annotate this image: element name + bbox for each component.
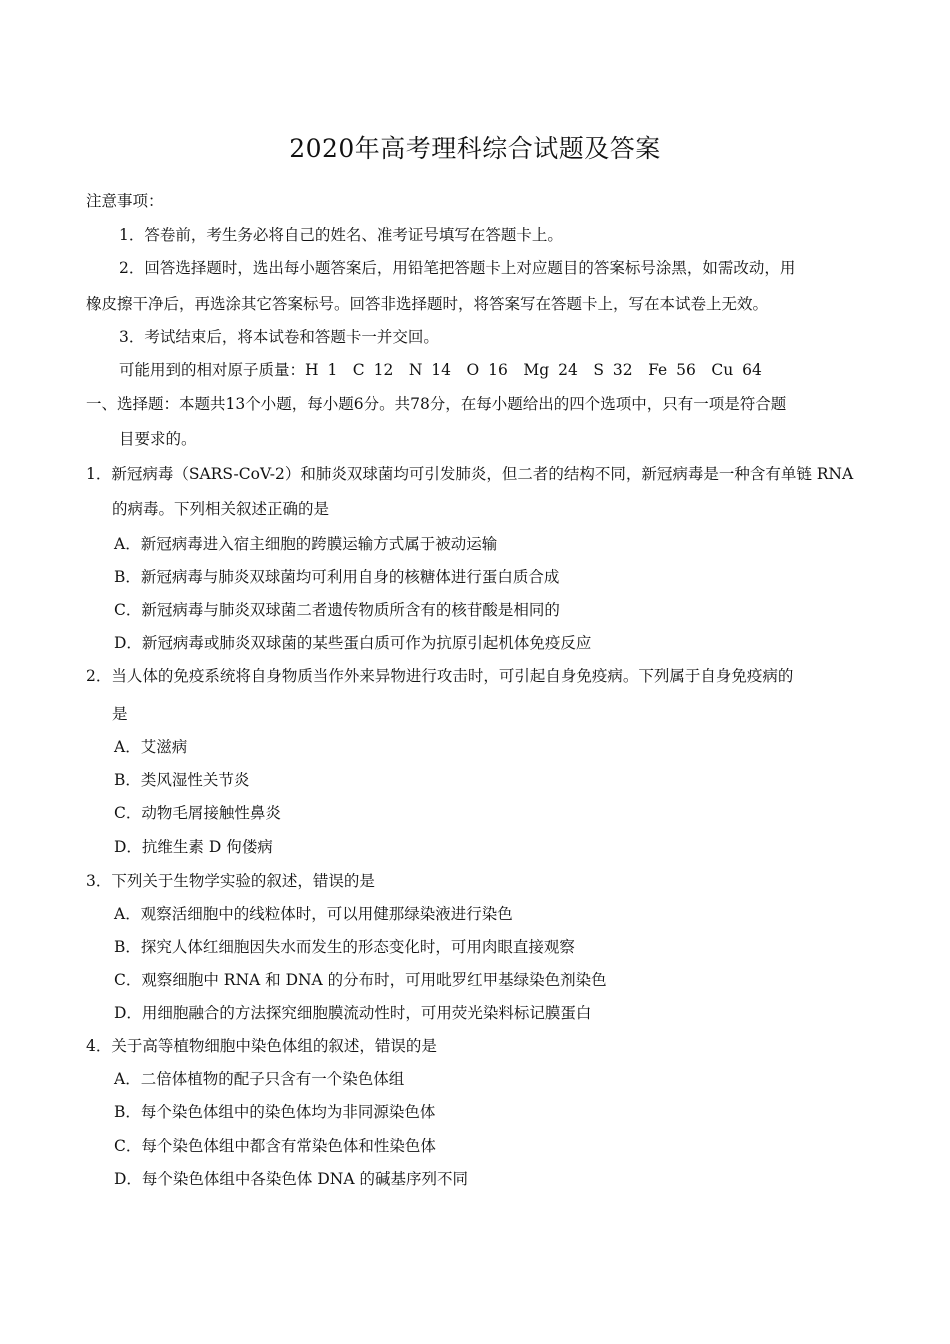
question-3-option-a: A．观察活细胞中的线粒体时，可以用健那绿染液进行染色 (114, 905, 513, 923)
question-3-option-b: B．探究人体红细胞因失水而发生的形态变化时，可用肉眼直接观察 (114, 938, 575, 956)
question-2-stem: 2．当人体的免疫系统将自身物质当作外来异物进行攻击时，可引起自身免疫病。下列属于自身免疫病的 (86, 667, 794, 685)
question-1-stem-cont: 的病毒。下列相关叙述正确的是 (112, 500, 330, 518)
note-item-2-line-2: 橡皮擦干净后，再选涂其它答案标号。回答非选择题时，将答案写在答题卡上，写在本试卷上无效。 (86, 295, 769, 313)
question-3-stem: 3．下列关于生物学实验的叙述，错误的是 (86, 872, 375, 890)
notes-heading: 注意事项： (86, 192, 164, 210)
question-4-option-b: B．每个染色体组中的染色体均为非同源染色体 (114, 1103, 436, 1121)
page-title: 2020年高考理科综合试题及答案 (289, 134, 661, 163)
note-item-3: 3．考试结束后，将本试卷和答题卡一并交回。 (119, 328, 439, 346)
question-4-option-d: D．每个染色体组中各染色体 DNA 的碱基序列不同 (114, 1170, 468, 1188)
note-item-1: 1．答卷前，考生务必将自己的姓名、准考证号填写在答题卡上。 (119, 226, 563, 244)
question-4-stem: 4．关于高等植物细胞中染色体组的叙述，错误的是 (86, 1037, 437, 1055)
question-4-option-c: C．每个染色体组中都含有常染色体和性染色体 (114, 1137, 436, 1155)
question-1-stem: 1．新冠病毒（SARS-CoV-2）和肺炎双球菌均可引发肺炎，但二者的结构不同，新冠病毒是一种含有单链 RNA (86, 465, 854, 483)
question-4-option-a: A．二倍体植物的配子只含有一个染色体组 (114, 1070, 405, 1088)
question-1-option-d: D．新冠病毒或肺炎双球菌的某些蛋白质可作为抗原引起机体免疫反应 (114, 634, 592, 652)
question-2-option-a: A．艾滋病 (114, 738, 188, 756)
question-3-option-d: D．用细胞融合的方法探究细胞膜流动性时，可用荧光染料标记膜蛋白 (114, 1004, 592, 1022)
atomic-masses: 可能用到的相对原子质量：H 1 C 12 N 14 O 16 Mg 24 S 32 Fe 56 Cu 64 (119, 361, 762, 379)
question-2-option-d: D．抗维生素 D 佝偻病 (114, 838, 273, 856)
question-3-option-c: C．观察细胞中 RNA 和 DNA 的分布时，可用吡罗红甲基绿染色剂染色 (114, 971, 607, 989)
section-heading-line-1: 一、选择题：本题共13个小题，每小题6分。共78分，在每小题给出的四个选项中，只有一项是符合题 (86, 395, 787, 413)
question-2-option-c: C．动物毛屑接触性鼻炎 (114, 804, 281, 822)
section-heading-line-2: 目要求的。 (119, 430, 197, 448)
question-1-option-b: B．新冠病毒与肺炎双球菌均可利用自身的核糖体进行蛋白质合成 (114, 568, 560, 586)
question-2-option-b: B．类风湿性关节炎 (114, 771, 250, 789)
question-1-option-a: A．新冠病毒进入宿主细胞的跨膜运输方式属于被动运输 (114, 535, 498, 553)
note-item-2-line-1: 2．回答选择题时，选出每小题答案后，用铅笔把答题卡上对应题目的答案标号涂黑，如需改动，用 (119, 259, 796, 277)
question-1-option-c: C．新冠病毒与肺炎双球菌二者遗传物质所含有的核苷酸是相同的 (114, 601, 560, 619)
question-2-stem-cont: 是 (112, 705, 128, 723)
